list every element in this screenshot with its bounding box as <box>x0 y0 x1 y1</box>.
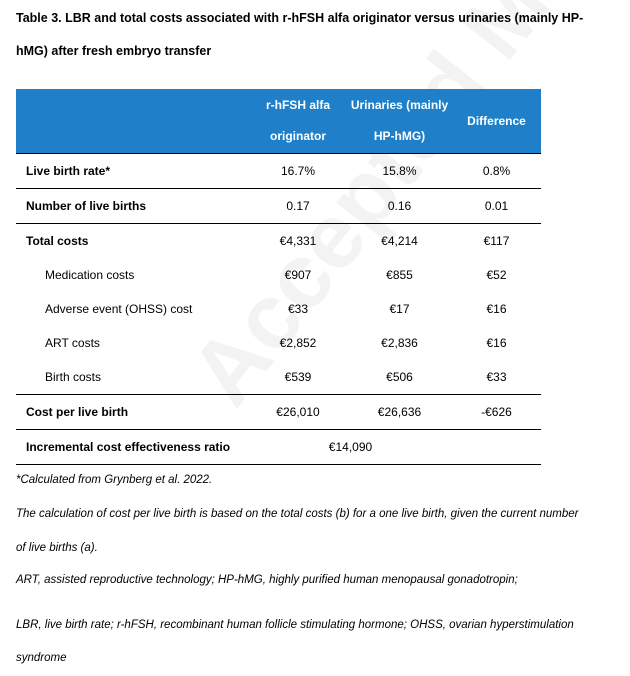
cell-difference: €117 <box>452 224 541 259</box>
table-row <box>16 224 541 259</box>
row-label: Medication costs <box>45 268 135 282</box>
footnote-calculation-line2: of live births (a). <box>16 542 98 554</box>
cell-difference: €16 <box>486 336 507 350</box>
cell-urinaries: €26,636 <box>347 395 452 430</box>
header-difference: Difference <box>452 89 541 154</box>
row-label: Cost per live birth <box>16 395 249 430</box>
header-rhfsh-line2: originator <box>270 129 326 143</box>
footnote-calculation-line1: The calculation of cost per live birth is based on the total costs (b) for a one live birth, given the current number <box>16 508 579 520</box>
table-header-row <box>16 89 541 154</box>
cell-rhfsh: €4,331 <box>249 224 347 259</box>
cell-rhfsh: €33 <box>287 302 309 316</box>
cell-rhfsh: €26,010 <box>249 395 347 430</box>
header-urinaries-line1: Urinaries (mainly <box>350 98 449 112</box>
cell-difference: €16 <box>486 302 507 316</box>
cell-rhfsh: 0.17 <box>249 189 347 224</box>
cost-table <box>16 89 541 465</box>
cell-difference: -€626 <box>452 395 541 430</box>
icer-empty-cell <box>452 430 541 465</box>
header-rhfsh-line1: r-hFSH alfa <box>265 98 330 112</box>
cell-urinaries: 15.8% <box>347 154 452 189</box>
icer-row <box>16 430 541 465</box>
cell-difference: 0.8% <box>452 154 541 189</box>
table-row <box>16 189 541 224</box>
table-row <box>16 292 541 326</box>
row-label: Total costs <box>16 224 249 259</box>
icer-value: €14,090 <box>249 430 452 465</box>
cell-rhfsh: €539 <box>284 370 312 384</box>
header-rhfsh <box>249 89 347 154</box>
cell-urinaries: €506 <box>386 370 413 384</box>
header-blank <box>16 89 249 154</box>
table-row <box>16 258 541 292</box>
icer-label: Incremental cost effectiveness ratio <box>16 430 249 465</box>
cell-rhfsh: €907 <box>284 268 312 282</box>
cell-difference: €52 <box>486 268 507 282</box>
cell-urinaries: €17 <box>389 302 410 316</box>
cell-urinaries: €855 <box>386 268 413 282</box>
footnote-abbreviations-line2: LBR, live birth rate; r-hFSH, recombinant human follicle stimulating hormone; OHSS, ovarian hyperstimulation <box>16 619 574 631</box>
cell-urinaries: €4,214 <box>347 224 452 259</box>
cell-difference: €33 <box>486 370 507 384</box>
row-label: Birth costs <box>45 370 102 384</box>
table-row <box>16 154 541 189</box>
row-label: ART costs <box>45 336 100 350</box>
table-row <box>16 360 541 395</box>
row-label: Adverse event (OHSS) cost <box>45 302 193 316</box>
footnote-source: *Calculated from Grynberg et al. 2022. <box>16 474 213 486</box>
header-urinaries-line2: HP-hMG) <box>373 129 426 143</box>
row-label: Live birth rate* <box>16 154 249 189</box>
table-row <box>16 395 541 430</box>
cell-difference: 0.01 <box>452 189 541 224</box>
cell-rhfsh: 16.7% <box>249 154 347 189</box>
cell-rhfsh: €2,852 <box>279 336 317 350</box>
cell-urinaries: 0.16 <box>347 189 452 224</box>
footnote-abbreviations-line1: ART, assisted reproductive technology; HP-hMG, highly purified human menopausal gonadotropin; <box>16 574 518 586</box>
cell-urinaries: €2,836 <box>381 336 418 350</box>
row-label: Number of live births <box>16 189 249 224</box>
table-caption-line2: hMG) after fresh embryo transfer <box>16 44 212 58</box>
table-caption-line1: Table 3. LBR and total costs associated with r-hFSH alfa originator versus urinaries (mainly HP- <box>16 11 584 25</box>
header-urinaries <box>347 89 452 154</box>
footnote-abbreviations-line3: syndrome <box>16 652 67 664</box>
table-row <box>16 326 541 360</box>
